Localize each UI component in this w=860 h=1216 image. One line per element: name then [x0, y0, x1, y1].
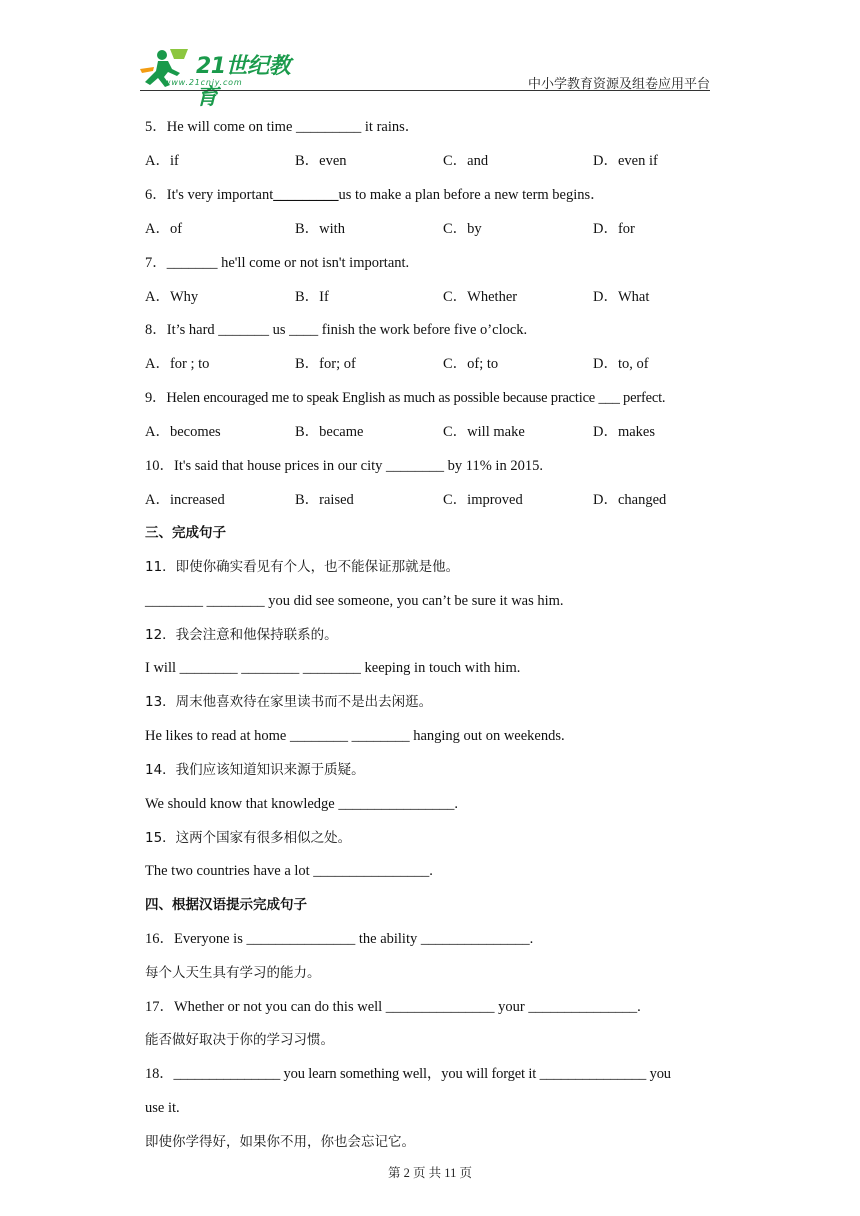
q5-option-c: C．and — [443, 153, 489, 169]
q9-option-b: B．became — [295, 424, 364, 440]
q6-option-a: A．of — [145, 221, 183, 237]
q5-option-d: D．even if — [593, 153, 658, 169]
page-header — [140, 40, 710, 110]
q10-option-a: A．increased — [145, 492, 225, 508]
q10-option-b: B．raised — [295, 492, 354, 508]
q10-option-c: C．improved — [443, 492, 523, 508]
q13-chinese: 13．周末他喜欢待在家里读书而不是出去闲逛。 — [145, 694, 433, 710]
site-logo — [140, 45, 310, 110]
q16-chinese: 每个人天生具有学习的能力。 — [145, 965, 321, 981]
q17-english: 17．Whether or not you can do this well _______________ your _______________. — [145, 999, 641, 1015]
q8-option-d: D．to, of — [593, 356, 649, 372]
q6-blank: _________ — [273, 187, 339, 203]
q7-option-a: A．Why — [145, 289, 199, 305]
q9-stem: 9．Helen encouraged me to speak English as much as possible because practice ___ perfect. — [145, 390, 666, 406]
q15-english: The two countries have a lot ________________. — [145, 863, 433, 879]
q10-option-d: D．changed — [593, 492, 667, 508]
q5-option-a: A．if — [145, 153, 179, 169]
q6-stem — [145, 186, 605, 204]
q14-english: We should know that knowledge ________________. — [145, 796, 458, 812]
page-number: 第 2 页 共 11 页 — [388, 1166, 472, 1180]
q6-option-c: C．by — [443, 221, 482, 237]
q6-stem-before: 6．It's very important — [145, 187, 274, 203]
q5-option-b: B．even — [295, 153, 347, 169]
q15-chinese: 15．这两个国家有很多相似之处。 — [145, 830, 352, 846]
q7-option-d: D．What — [593, 289, 650, 305]
q12-english: I will ________ ________ ________ keeping in touch with him. — [145, 660, 521, 676]
q18-english-line2: use it. — [145, 1100, 180, 1116]
q9-option-a: A．becomes — [145, 424, 221, 440]
q18-chinese: 即使你学得好，如果你不用，你也会忘记它。 — [145, 1134, 415, 1150]
q11-english: ________ ________ you did see someone, you can’t be sure it was him. — [145, 593, 564, 609]
q6-option-b: B．with — [295, 221, 345, 237]
platform-name: 中小学教育资源及组卷应用平台 — [527, 76, 710, 91]
q5-stem: 5．He will come on time _________ it rains． — [145, 119, 420, 135]
q18-english-line1: 18．_______________ you learn something well，you will forget it _______________ you — [145, 1066, 671, 1082]
q8-option-b: B．for; of — [295, 356, 356, 372]
q7-stem: 7．_______ he'll come or not isn't important. — [145, 255, 410, 271]
q16-english: 16．Everyone is _______________ the ability _______________. — [145, 931, 534, 947]
q7-option-c: C．Whether — [443, 289, 518, 305]
section-3-heading: 三、完成句子 — [145, 525, 226, 541]
q9-option-d: D．makes — [593, 424, 656, 440]
q8-option-a: A．for ; to — [145, 356, 210, 372]
logo-text: 21世纪教育 — [196, 54, 291, 110]
q12-chinese: 12．我会注意和他保持联系的。 — [145, 627, 338, 643]
q11-chinese: 11．即使你确实看见有个人，也不能保证那就是他。 — [145, 559, 460, 575]
q8-stem: 8．It’s hard _______ us ____ finish the work before five o’clock. — [145, 322, 528, 338]
q14-chinese: 14．我们应该知道知识来源于质疑。 — [145, 762, 365, 778]
q10-stem: 10．It's said that house prices in our city ________ by 11% in 2015. — [145, 458, 543, 474]
q6-stem-after: us to make a plan before a new term begins． — [338, 187, 605, 203]
section-4-heading: 四、根据汉语提示完成句子 — [145, 897, 307, 913]
q13-english: He likes to read at home ________ ________ hanging out on weekends. — [145, 728, 565, 744]
q17-chinese: 能否做好取决于你的学习习惯。 — [145, 1032, 334, 1048]
q7-option-b: B．If — [295, 289, 329, 305]
q8-option-c: C．of; to — [443, 356, 499, 372]
logo-url: www.21cnjy.com — [164, 78, 243, 87]
q9-option-c: C．will make — [443, 424, 525, 440]
q6-option-d: D．for — [593, 221, 635, 237]
header-divider — [140, 90, 710, 91]
